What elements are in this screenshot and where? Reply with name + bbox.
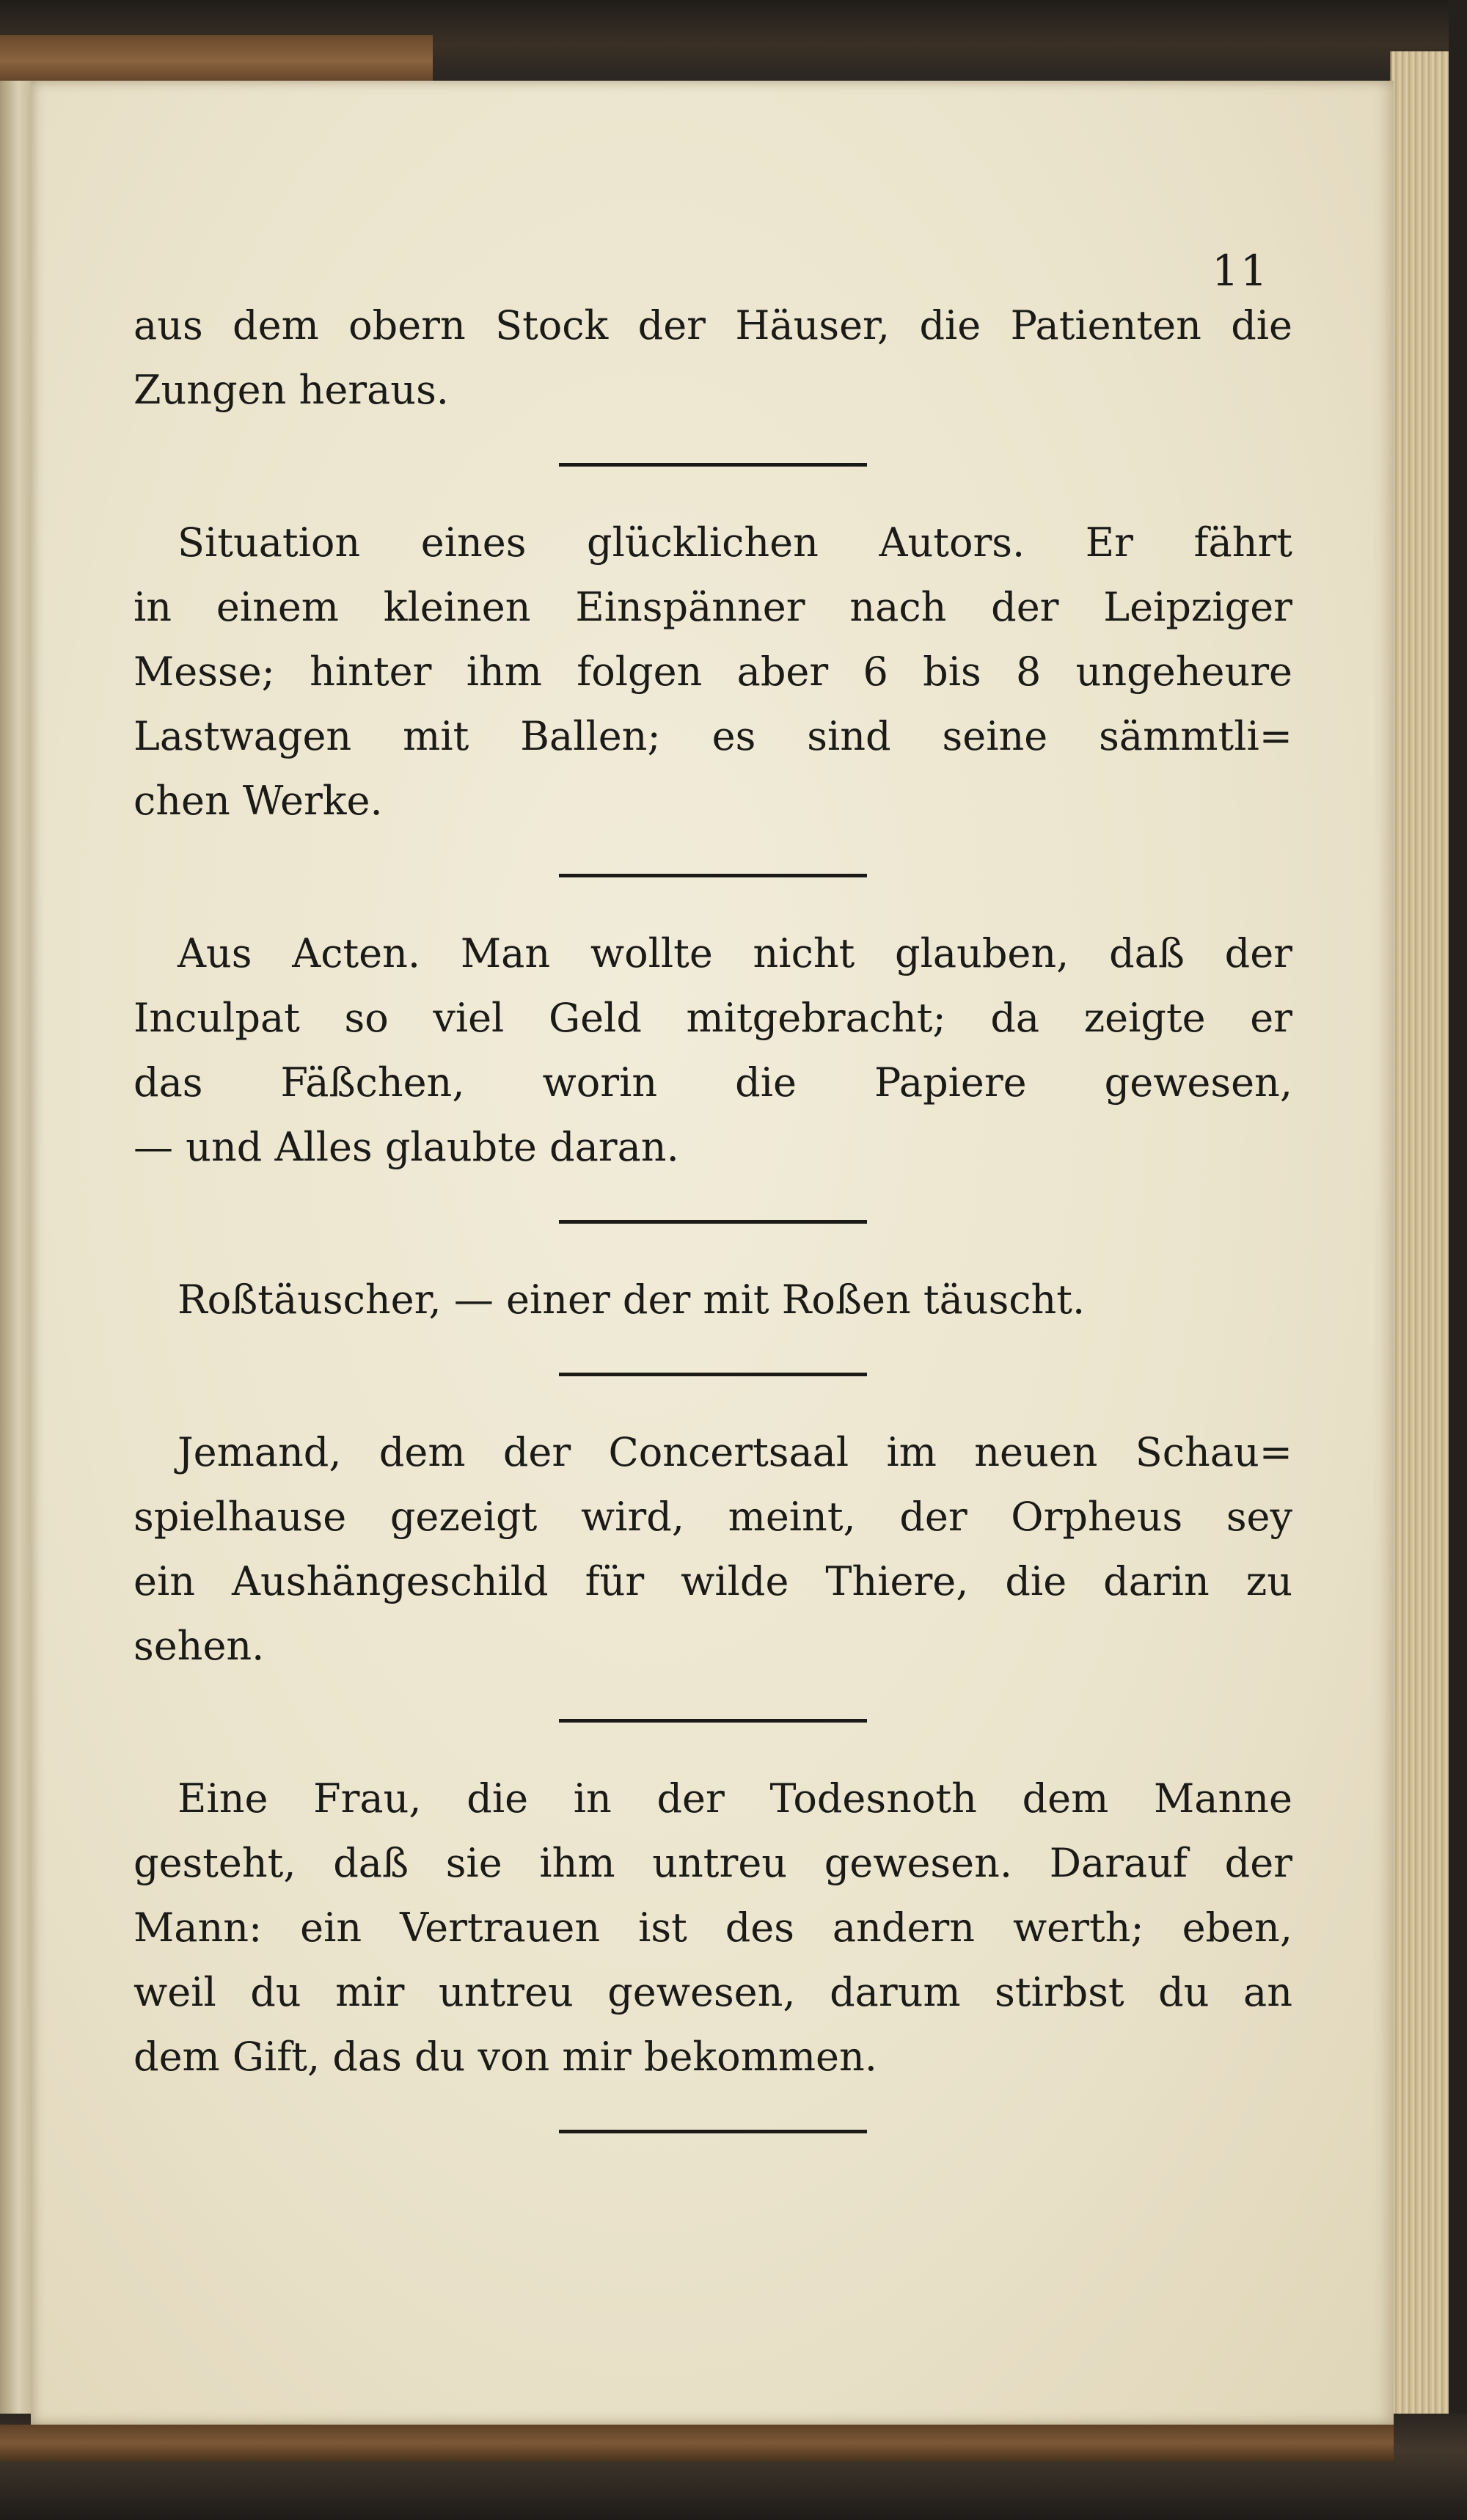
paragraph <box>133 293 1292 423</box>
separator-rule <box>559 1220 867 1224</box>
text-line: chen Werke. <box>133 778 383 824</box>
text-line: Situation eines glücklichen Autors. Er fährt <box>178 519 1292 566</box>
separator <box>133 1679 1292 1767</box>
text-line: gesteht, daß sie ihm untreu gewesen. Darauf der <box>133 1840 1292 1886</box>
paragraph <box>133 1268 1292 1332</box>
text-line: sehen. <box>133 1623 265 1669</box>
page-body <box>133 293 1292 2177</box>
text-line: Eine Frau, die in der Todesnoth dem Manne <box>178 1775 1292 1822</box>
text-line: — und Alles glaubte daran. <box>133 1124 679 1170</box>
text-line: weil du mir untreu gewesen, darum stirbst du an <box>133 1969 1292 2015</box>
right-background <box>1449 0 1467 2520</box>
text-line: Lastwagen mit Ballen; es sind seine sämmtli= <box>133 713 1292 759</box>
text-line: Jemand, dem der Concertsaal im neuen Schau= <box>178 1429 1292 1475</box>
separator <box>133 2089 1292 2177</box>
separator <box>133 833 1292 921</box>
paragraph <box>133 921 1292 1180</box>
text-line: Aus Acten. Man wollte nicht glauben, daß der <box>178 930 1292 976</box>
text-line: ein Aushängeschild für wilde Thiere, die darin zu <box>133 1558 1292 1604</box>
bottom-leather-binding <box>0 2425 1394 2461</box>
separator <box>133 423 1292 511</box>
separator <box>133 1180 1292 1268</box>
text-line: dem Gift, das du von mir bekommen. <box>133 2034 877 2080</box>
page-stack-edge <box>1390 51 1450 2443</box>
text-line: das Fäßchen, worin die Papiere gewesen, <box>133 1059 1292 1106</box>
text-line: aus dem obern Stock der Häuser, die Patienten die <box>133 302 1292 348</box>
separator <box>133 1332 1292 1420</box>
separator-rule <box>559 874 867 877</box>
separator-rule <box>559 1373 867 1376</box>
separator-rule <box>559 1719 867 1723</box>
text-line: Zungen heraus. <box>133 367 449 413</box>
paragraph <box>133 1420 1292 1679</box>
text-line: Roßtäuscher, — einer der mit Roßen täuscht. <box>178 1277 1086 1323</box>
previous-page-edge <box>0 81 31 2421</box>
separator-rule <box>559 2130 867 2133</box>
text-line: spielhause gezeigt wird, meint, der Orpheus sey <box>133 1494 1292 1540</box>
text-line: in einem kleinen Einspänner nach der Leipziger <box>133 584 1292 630</box>
text-line: Inculpat so viel Geld mitgebracht; da zeigte er <box>133 995 1292 1041</box>
text-line: Mann: ein Vertrauen ist des andern werth; eben, <box>133 1904 1292 1951</box>
page-number: 11 <box>1212 246 1269 296</box>
book-page <box>31 81 1394 2425</box>
paragraph <box>133 511 1292 833</box>
separator-rule <box>559 463 867 467</box>
top-leather-binding <box>0 35 433 87</box>
text-line: Messe; hinter ihm folgen aber 6 bis 8 ungeheure <box>133 649 1292 695</box>
paragraph <box>133 1767 1292 2089</box>
